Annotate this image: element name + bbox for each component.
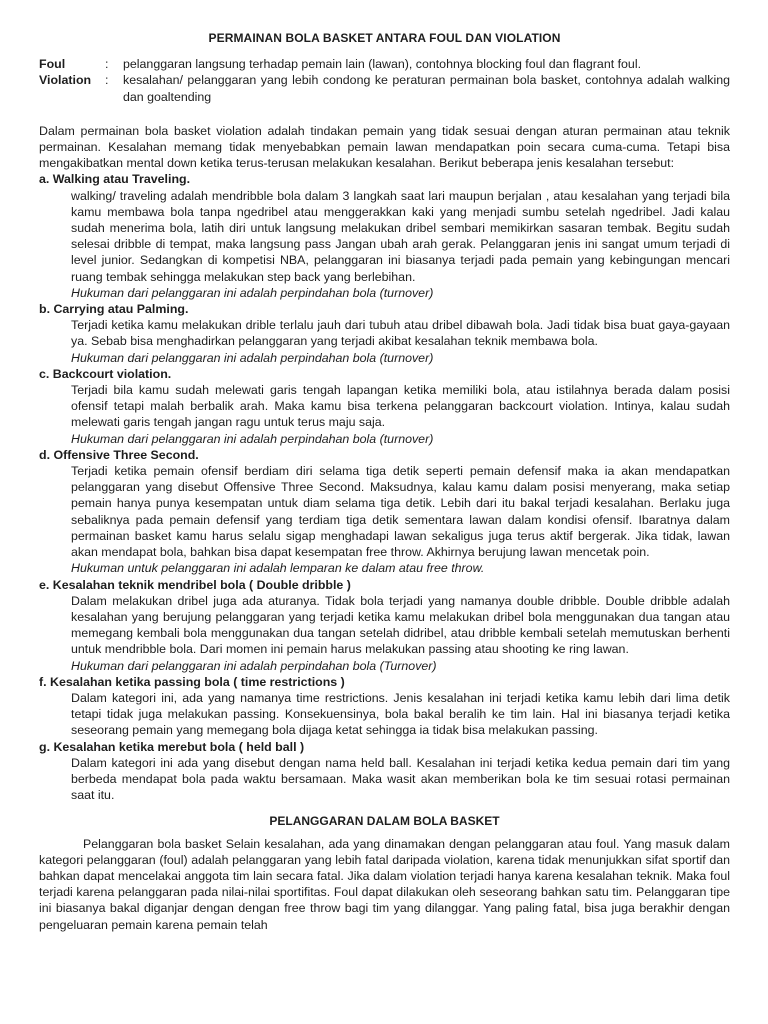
violation-item-carrying (39, 301, 730, 366)
definition-text: kesalahan/ pelanggaran yang lebih condong ke peraturan permainan bola basket, contohnya adalah walking dan goaltending (123, 73, 730, 104)
definition-term: Violation (39, 73, 92, 88)
violation-body-block (71, 593, 730, 674)
document-page (39, 30, 730, 933)
violation-body-block (71, 690, 730, 739)
violation-heading: d. Offensive Three Second. (39, 447, 199, 462)
definition-colon: : (105, 73, 109, 88)
section-title: PELANGGARAN DALAM BOLA BASKET (269, 814, 500, 829)
violation-heading: c. Backcourt violation. (39, 366, 172, 381)
violation-item-backcourt (39, 366, 730, 447)
violation-item-three-second (39, 447, 730, 577)
violation-body-block (71, 755, 730, 804)
definition-colon: : (105, 57, 109, 72)
violation-description: Terjadi bila kamu sudah melewati garis tengah lapangan ketika memiliki bola, atau istilahnya berada dalam posisi ofensif tetapi malah berbalik arah. Maka kamu bisa terkena pelanggaran backcourt violation. Intinya, kalau sudah melewati garis tengah jangan ragu untuk terus maju saja. (71, 383, 730, 430)
violation-item-held-ball (39, 739, 730, 804)
section-paragraph: Pelanggaran bola basket Selain kesalahan, ada yang dinamakan dengan pelanggaran atau foul. Yang masuk dalam kategori pelanggaran (foul) adalah pelanggaran yang lebih fatal daripada violation, karena tidak menunjukkan sifat sportif dan bahkan dapat mencelakai anggota tim lain secara fatal. Jika dalam violation terjadi hanya karena kesalahan teknik. Maka foul terjadi karena pelanggaran pada nilai-nilai sportifitas. Foul dapat dilakukan oleh seseorang bahkan satu tim. Pelanggaran tipe ini biasanya bakal diganjar dengan dengan free throw bagi tim yang dilanggar. Yang paling fatal, bisa juga berakhir dengan pengeluaran pemain karena pemain telah (39, 836, 730, 932)
violation-description: Terjadi ketika pemain ofensif berdiam diri selama tiga detik seperti pemain defensif maka ia akan mendapatkan pelanggaran yang disebut Offensive Three Second. Maksudnya, kalau kamu dalam posisi menyerang, maka setiap pemain hanya punya kesempatan untuk diam selama tiga detik. Lebih dari itu bakal terjadi kesalahan. Berlaku juga sebaliknya pada pemain defensif yang terdiam tiga detik sementara lawan dalam kondisi ofensif. Ibaratnya dalam permainan basket kamu harus selalu sigap menghadapi lawan sekaligus juga terus aktif bergerak. Jika tidak, lawan akan mendapat bola, bahkan bisa dapat kesempatan free throw. Akhirnya berujung lawan mencetak poin. (71, 464, 730, 560)
violation-penalty: Hukuman untuk pelanggaran ini adalah lemparan ke dalam atau free throw. (71, 561, 485, 576)
violation-penalty: Hukuman dari pelanggaran ini adalah perpindahan bola (turnover) (71, 350, 434, 365)
violation-body-block (71, 317, 730, 366)
violation-body-block (71, 463, 730, 576)
intro-paragraph: Dalam permainan bola basket violation adalah tindakan pemain yang tidak sesuai dengan aturan permainan atau teknik permainan. Kesalahan memang tidak menyebabkan pemain lawan mendapatkan poin secara cuma-cuma. Tetapi bisa mengakibatkan mental down ketika terus-terusan melakukan kesalahan. Berikut beberapa jenis kesalahan tersebut: (39, 123, 730, 171)
violation-body-block (71, 188, 730, 301)
violation-item-walking (39, 171, 730, 301)
violation-heading: a. Walking atau Traveling. (39, 172, 191, 187)
definition-text: pelanggaran langsung terhadap pemain lain (lawan), contohnya blocking foul dan flagrant foul. (123, 57, 642, 72)
spacer (39, 105, 730, 123)
document-title: PERMAINAN BOLA BASKET ANTARA FOUL DAN VIOLATION (208, 31, 561, 45)
violation-heading: f. Kesalahan ketika passing bola ( time restrictions ) (39, 674, 345, 689)
definition-list (39, 56, 730, 105)
violation-body-block (71, 382, 730, 447)
violation-heading: g. Kesalahan ketika merebut bola ( held ball ) (39, 739, 305, 754)
definition-foul (39, 56, 730, 72)
violation-penalty: Hukuman dari pelanggaran ini adalah perpindahan bola (turnover) (71, 431, 434, 446)
violation-list (39, 171, 730, 803)
violation-penalty: Hukuman dari pelanggaran ini adalah perpindahan bola (Turnover) (71, 658, 437, 673)
definition-term: Foul (39, 57, 66, 72)
violation-description: Dalam melakukan dribel juga ada aturanya. Tidak bola terjadi yang namanya double dribble. Double dribble adalah kesalahan yang berujung pelanggaran yang terjadi ketika kamu melakukan dribel bola menggunakan dua tangan atau memegang kembali bola menggunakan dua tangan setelah didribel, atau dribble kembali setelah memutuskan berhenti untuk mendribble bola. Dari momen ini pemain harus melakukan passing atau shooting ke ring lawan. (71, 593, 730, 657)
violation-description: walking/ traveling adalah mendribble bola dalam 3 langkah saat lari maupun berjalan , atau kesalahan yang terjadi bila kamu membawa bola tanpa ngedribel atau menggerakkan kaki yang menjadi sumbu setelah ngedribel. Jadi kalau sudah menerima bola, latih diri untuk langsung melakukan dribel sembari memikirkan sasaran tembak. Begitu sudah selesai dribble di tempat, maka langsung pass Jangan ubah arah gerak. Pelanggaran jenis ini sangat umum terjadi di level junior. Sedangkan di kompetisi NBA, pelanggaran ini biasanya terjadi pada pemain yang kebingungan mencari ruang tembak sehingga melakukan step back yang berlebihan. (71, 188, 730, 284)
violation-heading: b. Carrying atau Palming. (39, 302, 189, 317)
violation-item-time-restrictions (39, 674, 730, 739)
violation-item-double-dribble (39, 577, 730, 674)
violation-penalty: Hukuman dari pelanggaran ini adalah perpindahan bola (turnover) (71, 285, 434, 300)
violation-description: Terjadi ketika kamu melakukan drible terlalu jauh dari tubuh atau dribel dibawah bola. Jadi tidak bisa buat gaya-gayaan ya. Sebab bisa menghadirkan pelanggaran yang terjadi akibat kesalahan teknik membawa bola. (71, 318, 730, 349)
definition-violation (39, 72, 730, 104)
violation-heading: e. Kesalahan teknik mendribel bola ( Double dribble ) (39, 577, 351, 592)
violation-description: Dalam kategori ini, ada yang namanya time restrictions. Jenis kesalahan ini terjadi ketika kamu lebih dari lima detik tetapi tidak juga melakukan passing. Konsekuensinya, bola bakal beralih ke tim lain. Hal ini biasanya terjadi ketika seseorang pemain yang memegang bola dijaga ketat sehingga ia tidak bisa melakukan passing. (71, 690, 730, 738)
violation-description: Dalam kategori ini ada yang disebut dengan nama held ball. Kesalahan ini terjadi ketika kedua pemain dari tim yang berbeda mendapat bola pada waktu bersamaan. Maka wasit akan memberikan bola ke tim sesuai rotasi permainan saat itu. (71, 755, 730, 803)
